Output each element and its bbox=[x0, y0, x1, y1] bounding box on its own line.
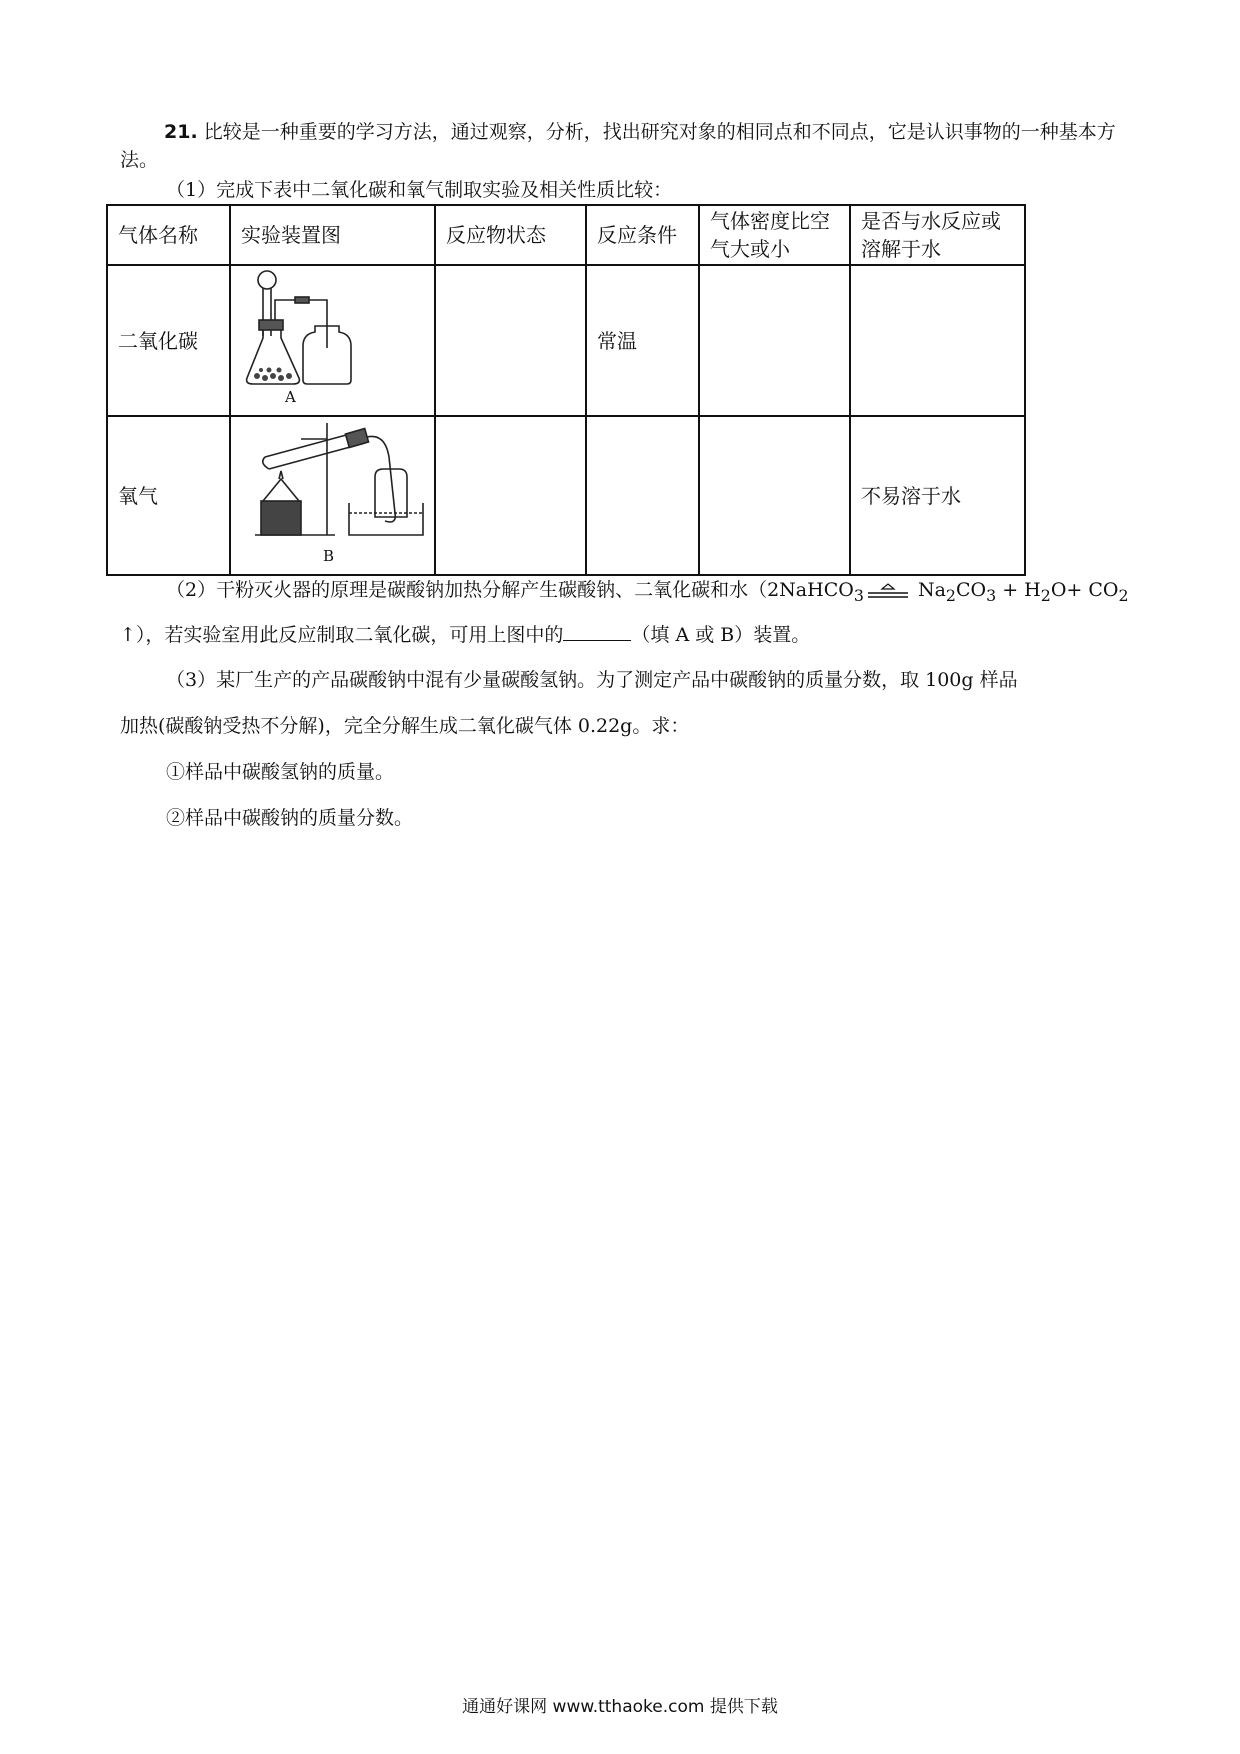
part2-sub3b: 3 bbox=[986, 585, 997, 605]
header-condition: 反应条件 bbox=[586, 205, 699, 265]
question-intro-text: 比较是一种重要的学习方法，通过观察，分析，找出研究对象的相同点和不同点，它是认识事物的一种基本方法。 bbox=[120, 121, 1116, 171]
part2-eq-b: CO bbox=[955, 579, 987, 601]
apparatus-b-label: B bbox=[322, 547, 334, 565]
part3-item1: ①样品中碳酸氢钠的质量。 bbox=[166, 761, 395, 783]
cell-water-o2: 不易溶于水 bbox=[850, 416, 1025, 575]
cell-apparatus-a bbox=[230, 265, 435, 416]
cell-density-co2 bbox=[699, 265, 850, 416]
cell-reactant-state-co2 bbox=[435, 265, 586, 416]
comparison-table bbox=[106, 204, 1026, 576]
apparatus-b-diagram bbox=[235, 417, 431, 567]
cell-water-co2 bbox=[850, 265, 1025, 416]
part2-sub: 3 bbox=[853, 585, 864, 605]
header-apparatus: 实验装置图 bbox=[230, 205, 435, 265]
header-density: 气体密度比空气大或小 bbox=[699, 205, 850, 265]
part2-sub2: 2 bbox=[945, 585, 956, 605]
part3-line2: 加热(碳酸钠受热不分解)，完全分解生成二氧化碳气体 0.22g。求： bbox=[120, 715, 690, 737]
heating-equals-symbol bbox=[864, 582, 912, 600]
table-row-co2 bbox=[107, 265, 1025, 416]
part2-sub2b: 2 bbox=[1040, 585, 1051, 605]
cell-condition-co2: 常温 bbox=[586, 265, 699, 416]
part2-eq-d: O+ CO bbox=[1050, 579, 1119, 601]
apparatus-a-label: A bbox=[284, 388, 296, 406]
question-number: 21. bbox=[164, 121, 198, 143]
part2-text-c: （填 A 或 B）装置。 bbox=[631, 624, 811, 646]
part2-line2 bbox=[120, 620, 810, 649]
cell-gas-co2: 二氧化碳 bbox=[107, 265, 230, 416]
page-footer: 通通好课网 www.tthaoke.com 提供下载 bbox=[462, 1697, 778, 1717]
part3-line1: （3）某厂生产的产品碳酸钠中混有少量碳酸氢钠。为了测定产品中碳酸钠的质量分数，取 100g 样品 bbox=[166, 669, 1018, 691]
cell-reactant-state-o2 bbox=[435, 416, 586, 575]
cell-gas-o2: 氧气 bbox=[107, 416, 230, 575]
part2-line1 bbox=[166, 576, 1129, 610]
part2-text-b: ↑），若实验室用此反应制取二氧化碳，可用上图中的 bbox=[120, 624, 564, 646]
question-intro bbox=[120, 118, 1130, 174]
part2-text-a: （2）干粉灭火器的原理是碳酸钠加热分解产生碳酸钠、二氧化碳和水（2NaHCO bbox=[166, 579, 854, 601]
table-row-o2 bbox=[107, 416, 1025, 575]
header-reactant-state: 反应物状态 bbox=[435, 205, 586, 265]
part1-instruction: （1）完成下表中二氧化碳和氧气制取实验及相关性质比较： bbox=[166, 179, 673, 201]
part3-item2: ②样品中碳酸钠的质量分数。 bbox=[166, 807, 414, 829]
part2-eq-c: + H bbox=[996, 579, 1041, 601]
cell-apparatus-b bbox=[230, 416, 435, 575]
answer-blank[interactable] bbox=[563, 620, 631, 641]
cell-condition-o2 bbox=[586, 416, 699, 575]
cell-density-o2 bbox=[699, 416, 850, 575]
header-water: 是否与水反应或溶解于水 bbox=[850, 205, 1025, 265]
header-gas-name: 气体名称 bbox=[107, 205, 230, 265]
apparatus-a-diagram bbox=[235, 266, 431, 408]
part2-eq-a: Na bbox=[911, 579, 946, 601]
part2-sub2c: 2 bbox=[1118, 585, 1129, 605]
table-header-row bbox=[107, 205, 1025, 265]
